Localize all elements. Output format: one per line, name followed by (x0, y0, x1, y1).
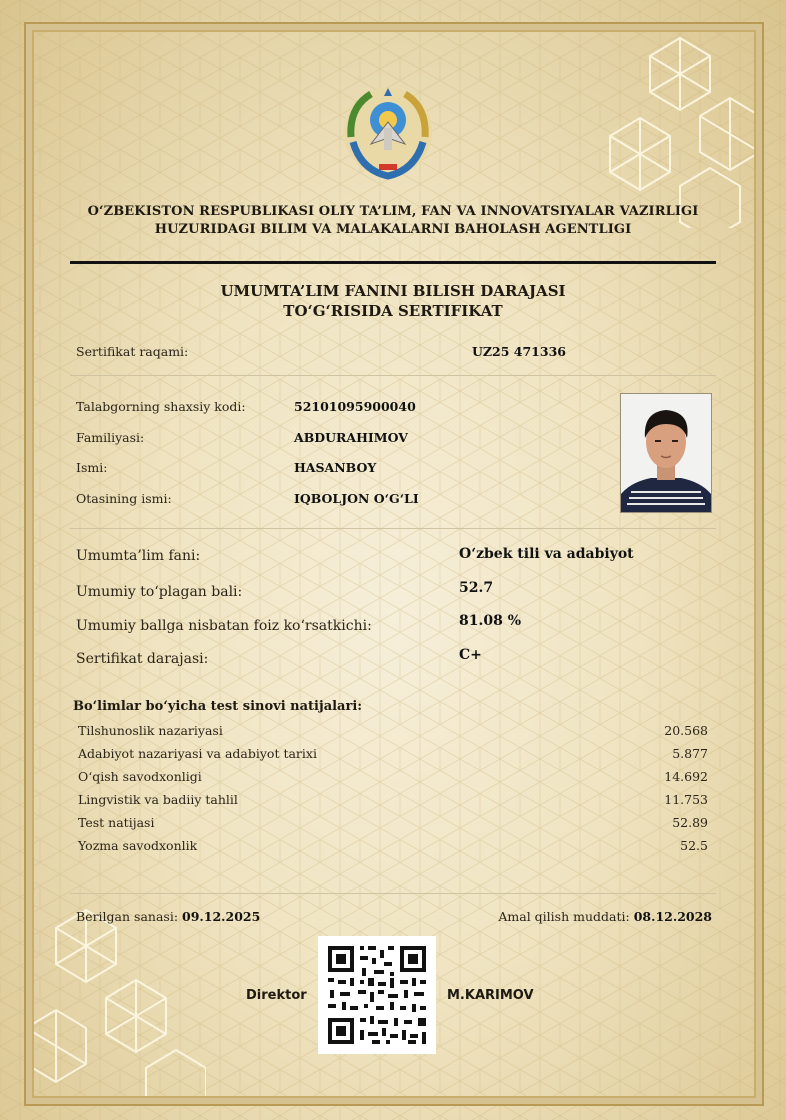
section-row-label: O‘qish savodxonligi (78, 769, 202, 784)
certificate-title-line-1: UMUMTA’LIM FANINI BILISH DARAJASI (220, 282, 566, 300)
divider (70, 375, 716, 376)
certificate-number-value: UZ25 471336 (472, 344, 566, 359)
grade-label: Sertifikat darajasi: (76, 651, 209, 667)
subject-label: Umumta’lim fani: (76, 548, 201, 564)
score-value: 52.7 (459, 580, 494, 596)
subject-value: O‘zbek tili va adabiyot (459, 546, 634, 562)
section-row-value: 20.568 (664, 723, 708, 738)
certificate-title-line-2: TO‘G‘RISIDA SERTIFIKAT (283, 302, 503, 320)
issued-date (76, 909, 260, 924)
personal-id-value: 52101095900040 (294, 399, 416, 414)
section-row-label: Adabiyot nazariyasi va adabiyot tarixi (78, 746, 317, 761)
section-row-label: Lingvistik va badiiy tahlil (78, 792, 238, 807)
corner-ornament-top-right (600, 28, 760, 228)
qr-code-icon[interactable] (318, 936, 436, 1054)
score-label: Umumiy to‘plagan bali: (76, 584, 243, 600)
section-row-label: Yozma savodxonlik (78, 838, 198, 853)
name-value: HASANBOY (294, 460, 377, 475)
section-row-value: 5.877 (672, 746, 708, 761)
patronymic-value: IQBOLJON O‘G‘LI (294, 491, 419, 506)
section-row-label: Tilshunoslik nazariyasi (78, 723, 223, 738)
director-label: Direktor (246, 988, 307, 1003)
surname-label: Familiyasi: (76, 430, 145, 445)
personal-id-label: Talabgorning shaxsiy kodi: (76, 399, 246, 414)
sections-title: Bo‘limlar bo‘yicha test sinovi natijalari: (73, 699, 363, 714)
valid-until-label: Amal qilish muddati: (498, 909, 630, 924)
section-row-value: 52.5 (680, 838, 708, 853)
corner-ornament-bottom-left (26, 900, 206, 1105)
state-emblem-icon (341, 82, 435, 182)
certificate-number-label: Sertifikat raqami: (76, 344, 189, 359)
surname-value: ABDURAHIMOV (294, 430, 408, 445)
section-row-value: 11.753 (664, 792, 708, 807)
patronymic-label: Otasining ismi: (76, 491, 172, 506)
name-label: Ismi: (76, 460, 108, 475)
divider (70, 528, 716, 529)
valid-until-value: 08.12.2028 (633, 909, 712, 924)
issued-date-value: 09.12.2025 (182, 909, 261, 924)
percent-value: 81.08 % (459, 613, 522, 629)
divider (70, 893, 716, 894)
director-name: M.KARIMOV (447, 988, 534, 1003)
grade-value: C+ (459, 647, 482, 663)
agency-line-1: O‘ZBEKISTON RESPUBLIKASI OLIY TA’LIM, FAN VA INNOVATSIYALAR VAZIRLIGI (87, 204, 699, 219)
section-row-value: 14.692 (664, 769, 708, 784)
valid-until (468, 909, 712, 924)
issued-date-label: Berilgan sanasi: (76, 909, 179, 924)
header-divider (70, 261, 716, 264)
section-row-label: Test natijasi (78, 815, 155, 830)
section-row-value: 52.89 (672, 815, 708, 830)
person-photo (620, 393, 712, 513)
agency-line-2: HUZURIDAGI BILIM VA MALAKALARNI BAHOLASH AGENTLIGI (154, 222, 632, 237)
percent-label: Umumiy ballga nisbatan foiz ko‘rsatkichi: (76, 618, 372, 634)
